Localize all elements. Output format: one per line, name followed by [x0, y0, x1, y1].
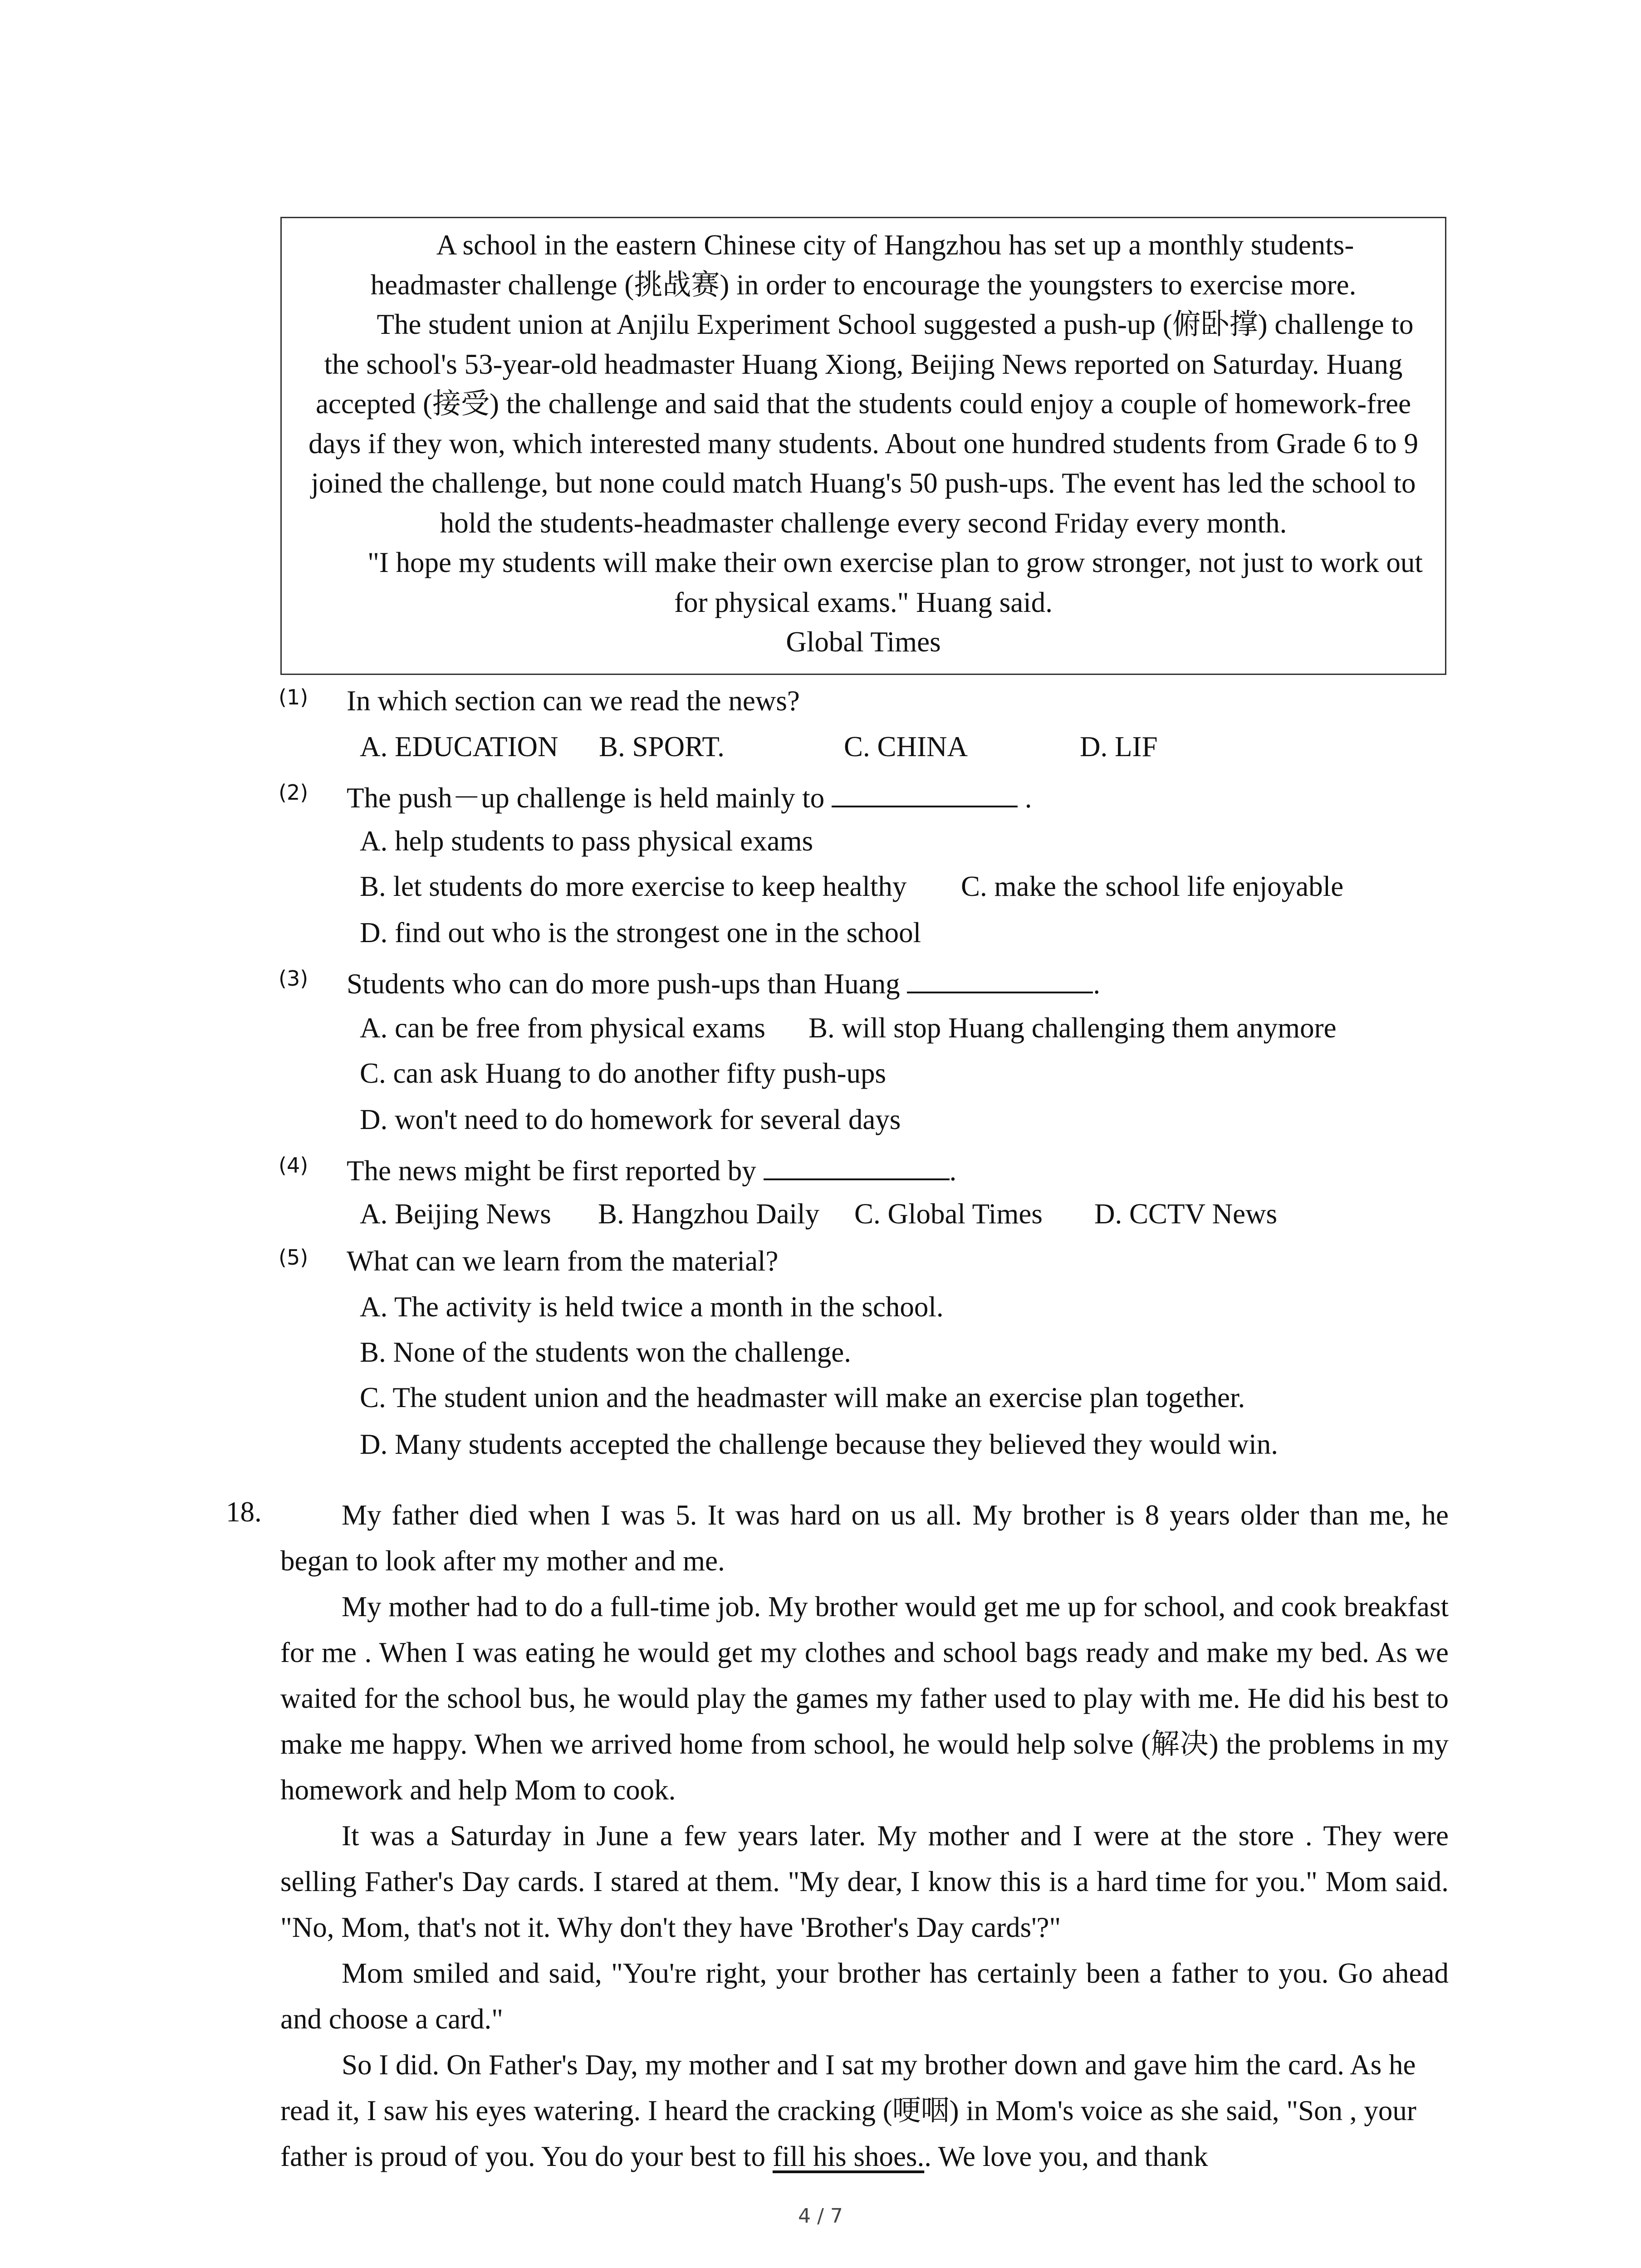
option-c: C. can ask Huang to do another fifty push-ups — [360, 1057, 887, 1089]
passage-18 — [280, 1492, 1449, 2180]
option-a: A. EDUCATION — [360, 731, 558, 763]
question-stem-line: Students who can do more push-ups than Huang . — [347, 966, 1100, 1000]
news-paragraph-3: "I hope my students will make their own exercise plan to grow stronger, not just to work out for physical exams." Huang said. — [367, 547, 1423, 618]
option-d: D. won't need to do homework for several days — [360, 1104, 901, 1135]
passage-paragraph-1: My father died when I was 5. It was hard on us all. My brother is 8 years older than me, he began to look after my mother and me. — [280, 1499, 1449, 1577]
option-c: C. CHINA — [844, 731, 968, 763]
news-source: Global Times — [786, 626, 941, 658]
question-stem: Students who can do more push-ups than Huang — [347, 968, 900, 1000]
option-a: A. The activity is held twice a month in the school. — [360, 1291, 944, 1323]
answer-blank — [764, 1153, 950, 1180]
option-c: C. Global Times — [854, 1198, 1043, 1230]
question-stem: The push－up challenge is held mainly to — [347, 782, 825, 814]
option-c: C. The student union and the headmaster will make an exercise plan together. — [360, 1382, 1245, 1413]
option-d: D. Many students accepted the challenge because they believed they would win. — [360, 1428, 1279, 1460]
passage-paragraph-2: My mother had to do a full-time job. My brother would get me up for school, and cook breakfast for me . When I was eating he would get my clothes and school bags ready and make my bed. As we waited for the school bus, he would play the games my father used to play with me. He did his best to make me happy. When we arrived home from school, he would help solve (解决) the problems in my homework and help Mom to cook. — [280, 1591, 1449, 1806]
news-paragraph-2: The student union at Anjilu Experiment School suggested a push-up (俯卧撑) challenge to the school's 53-year-old headmaster Huang Xiong, Beijing News reported on Saturday. Huang accepted (接受) the challenge and said that the students could enjoy a couple of homework-free days if they won, which interested many students. About one hundred students from Grade 6 to 9 joined the challenge, but none could match Huang's 50 push-ups. The event has led the school to hold the students-headmaster challenge every second Friday every month. — [308, 308, 1419, 539]
question-stem: What can we learn from the material? — [347, 1245, 779, 1277]
passage-paragraph-3: It was a Saturday in June a few years later. My mother and I were at the store . They were selling Father's Day cards. I stared at them. "My dear, I know this is a hard time for you." Mom said. "No, Mom, that's not it. Why don't they have 'Brother's Day cards'?" — [280, 1820, 1449, 1943]
question-stem: The news might be first reported by — [347, 1155, 756, 1187]
passage-paragraph-4: Mom smiled and said, "You're right, your brother has certainly been a father to you. Go ahead and choose a card." — [280, 1957, 1449, 2035]
passage-paragraph-5 — [280, 2042, 1449, 2180]
option-b: B. Hangzhou Daily — [598, 1198, 820, 1230]
option-d: D. LIF — [1080, 731, 1158, 763]
paragraph-5-text: So I did. On Father's Day, my mother and I sat my brother down and gave him the card. As he read it, I saw his eyes watering. I heard the cracking (哽咽) in Mom's voice as she said, "Son , your father is proud of you. You do your best to — [280, 2049, 1416, 2172]
news-article-box — [280, 217, 1446, 675]
option-b: B. let students do more exercise to keep healthy — [360, 870, 907, 902]
option-b: B. SPORT. — [599, 731, 725, 763]
underlined-phrase: fill his shoes. — [772, 2141, 925, 2172]
page-number: 4 / 7 — [798, 2204, 843, 2228]
option-a: A. Beijing News — [360, 1198, 551, 1230]
news-paragraph-1: A school in the eastern Chinese city of Hangzhou has set up a monthly students-headmaster challenge (挑战赛) in order to encourage the youngsters to exercise more. — [370, 229, 1357, 301]
question-stem-line: The news might be first reported by . — [347, 1153, 956, 1187]
question-number: (5) — [279, 1245, 309, 1270]
option-c: C. make the school life enjoyable — [961, 870, 1344, 902]
option-d: D. CCTV News — [1094, 1198, 1278, 1230]
question-number-18: 18. — [226, 1496, 262, 1528]
option-b: B. will stop Huang challenging them anymore — [808, 1012, 1337, 1044]
question-stem-line: The push－up challenge is held mainly to . — [347, 780, 1032, 814]
option-a: A. can be free from physical exams — [360, 1012, 765, 1044]
question-stem: In which section can we read the news? — [347, 685, 800, 717]
option-a: A. help students to pass physical exams — [360, 825, 813, 857]
answer-blank — [832, 780, 1018, 807]
question-number: (4) — [279, 1153, 309, 1178]
question-number: (2) — [279, 780, 309, 805]
question-number: (3) — [279, 966, 309, 991]
option-b: B. None of the students won the challenge. — [360, 1336, 851, 1368]
paragraph-5-text-end: . We love you, and thank — [924, 2141, 1208, 2172]
answer-blank — [907, 966, 1093, 993]
question-number: (1) — [279, 685, 309, 709]
option-d: D. find out who is the strongest one in the school — [360, 917, 921, 948]
